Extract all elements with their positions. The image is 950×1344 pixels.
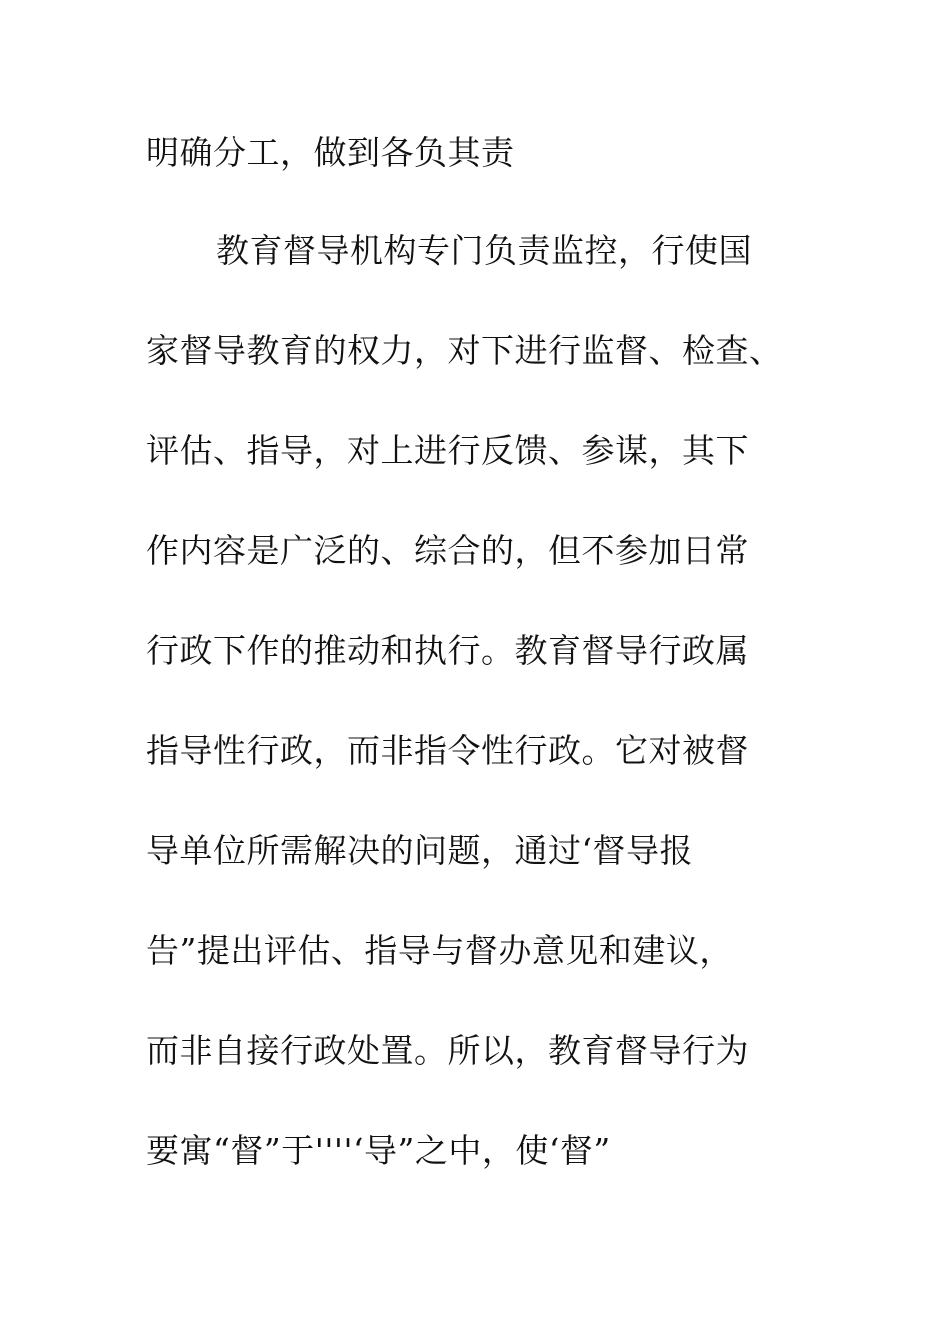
paragraph-line-7: 导单位所需解决的问题，通过‘督导报 — [146, 831, 693, 870]
paragraph-line-4: 作内容是广泛的、综合的，但不参加日常 — [146, 531, 749, 570]
paragraph-line-1: 教育督导机构专门负责监控，行使国 — [216, 231, 752, 270]
section-heading: 明确分工，做到各负其责 — [146, 133, 515, 172]
paragraph-line-6: 指导性行政，而非指令性行政。它对被督 — [146, 731, 749, 770]
paragraph-line-2: 家督导教育的权力，对下进行监督、检查、 — [146, 331, 783, 370]
paragraph-line-3: 评估、指导，对上进行反馈、参谋，其下 — [146, 431, 749, 470]
paragraph-line-9: 而非自接行政处置。所以，教育督导行为 — [146, 1031, 749, 1070]
paragraph-line-5: 行政下作的推动和执行。教育督导行政属 — [146, 631, 749, 670]
paragraph-line-10: 要寓“督”于''''‘导”之中，使‘督” — [146, 1131, 611, 1170]
paragraph-line-8: 告”提出评估、指导与督办意见和建议， — [146, 931, 733, 970]
